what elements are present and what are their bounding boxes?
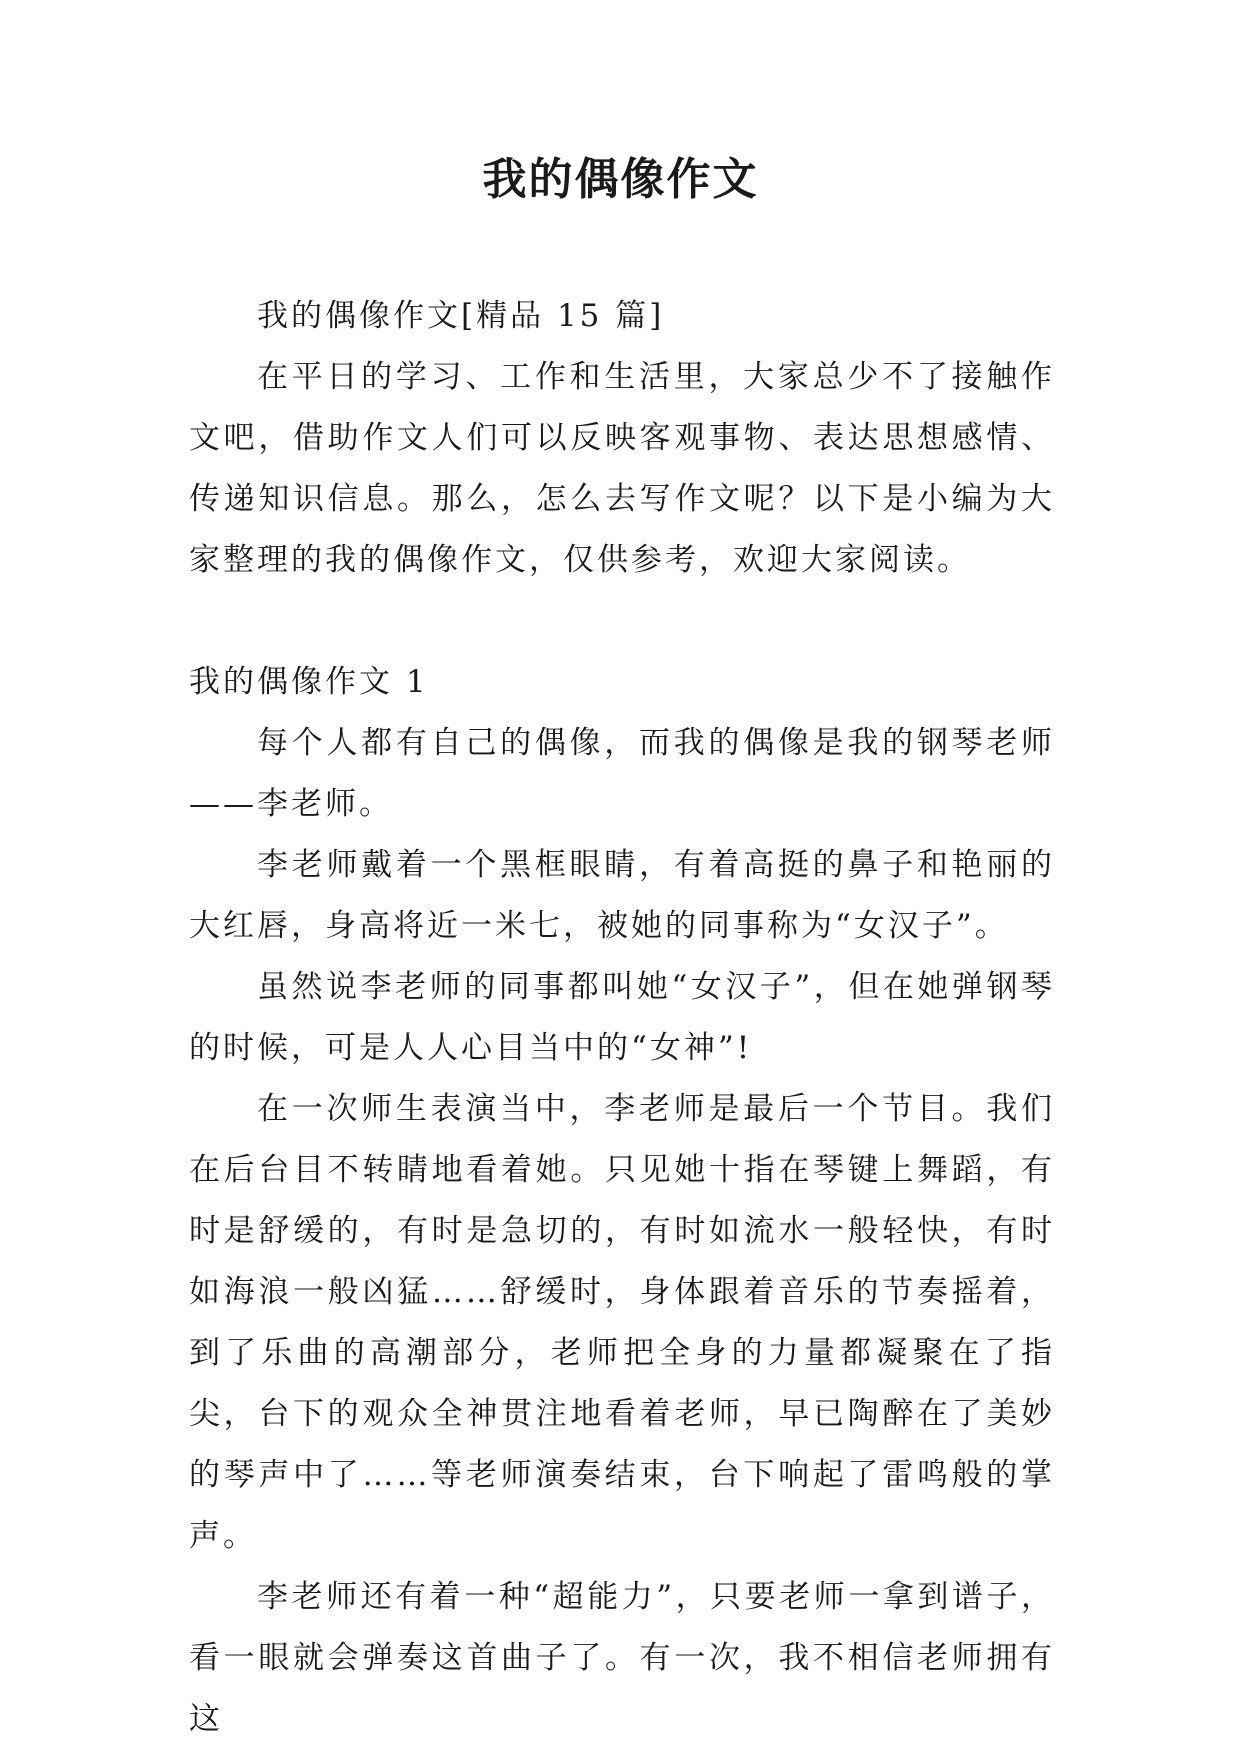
intro-paragraph: 在平日的学习、工作和生活里，大家总少不了接触作文吧，借助作文人们可以反映客观事物、表达思想感情、传递知识信息。那么，怎么去写作文呢？以下是小编为大家整理的我的偶像作文，仅供参考，欢迎大家阅读。 [189,359,1055,578]
section-heading: 我的偶像作文 1 [189,664,429,700]
document-body [189,286,1055,1750]
document-title: 我的偶像作文 [482,154,759,205]
paragraph: 在一次师生表演当中，李老师是最后一个节目。我们在后台目不转睛地看着她。只见她十指在琴键上舞蹈，有时是舒缓的，有时是急切的，有时如流水一般轻快，有时如海浪一般凶猛……舒缓时，身体跟着音乐的节奏摇着，到了乐曲的高潮部分，老师把全身的力量都凝聚在了指尖，台下的观众全神贯注地看着老师，早已陶醉在了美妙的琴声中了……等老师演奏结束，台下响起了雷鸣般的掌声。 [189,1091,1055,1554]
paragraph: 每个人都有自己的偶像，而我的偶像是我的钢琴老师——李老师。 [189,725,1055,822]
paragraph: 虽然说李老师的同事都叫她“女汉子”，但在她弹钢琴的时候，可是人人心目当中的“女神”! [189,969,1055,1066]
paragraph: 李老师还有着一种“超能力”，只要老师一拿到谱子，看一眼就会弹奏这首曲子了。有一次，我不相信老师拥有这 [189,1579,1055,1737]
subtitle-line: 我的偶像作文[精品 15 篇] [257,298,665,334]
paragraph: 李老师戴着一个黑框眼睛，有着高挺的鼻子和艳丽的大红唇，身高将近一米七，被她的同事称为“女汉子”。 [189,847,1055,944]
